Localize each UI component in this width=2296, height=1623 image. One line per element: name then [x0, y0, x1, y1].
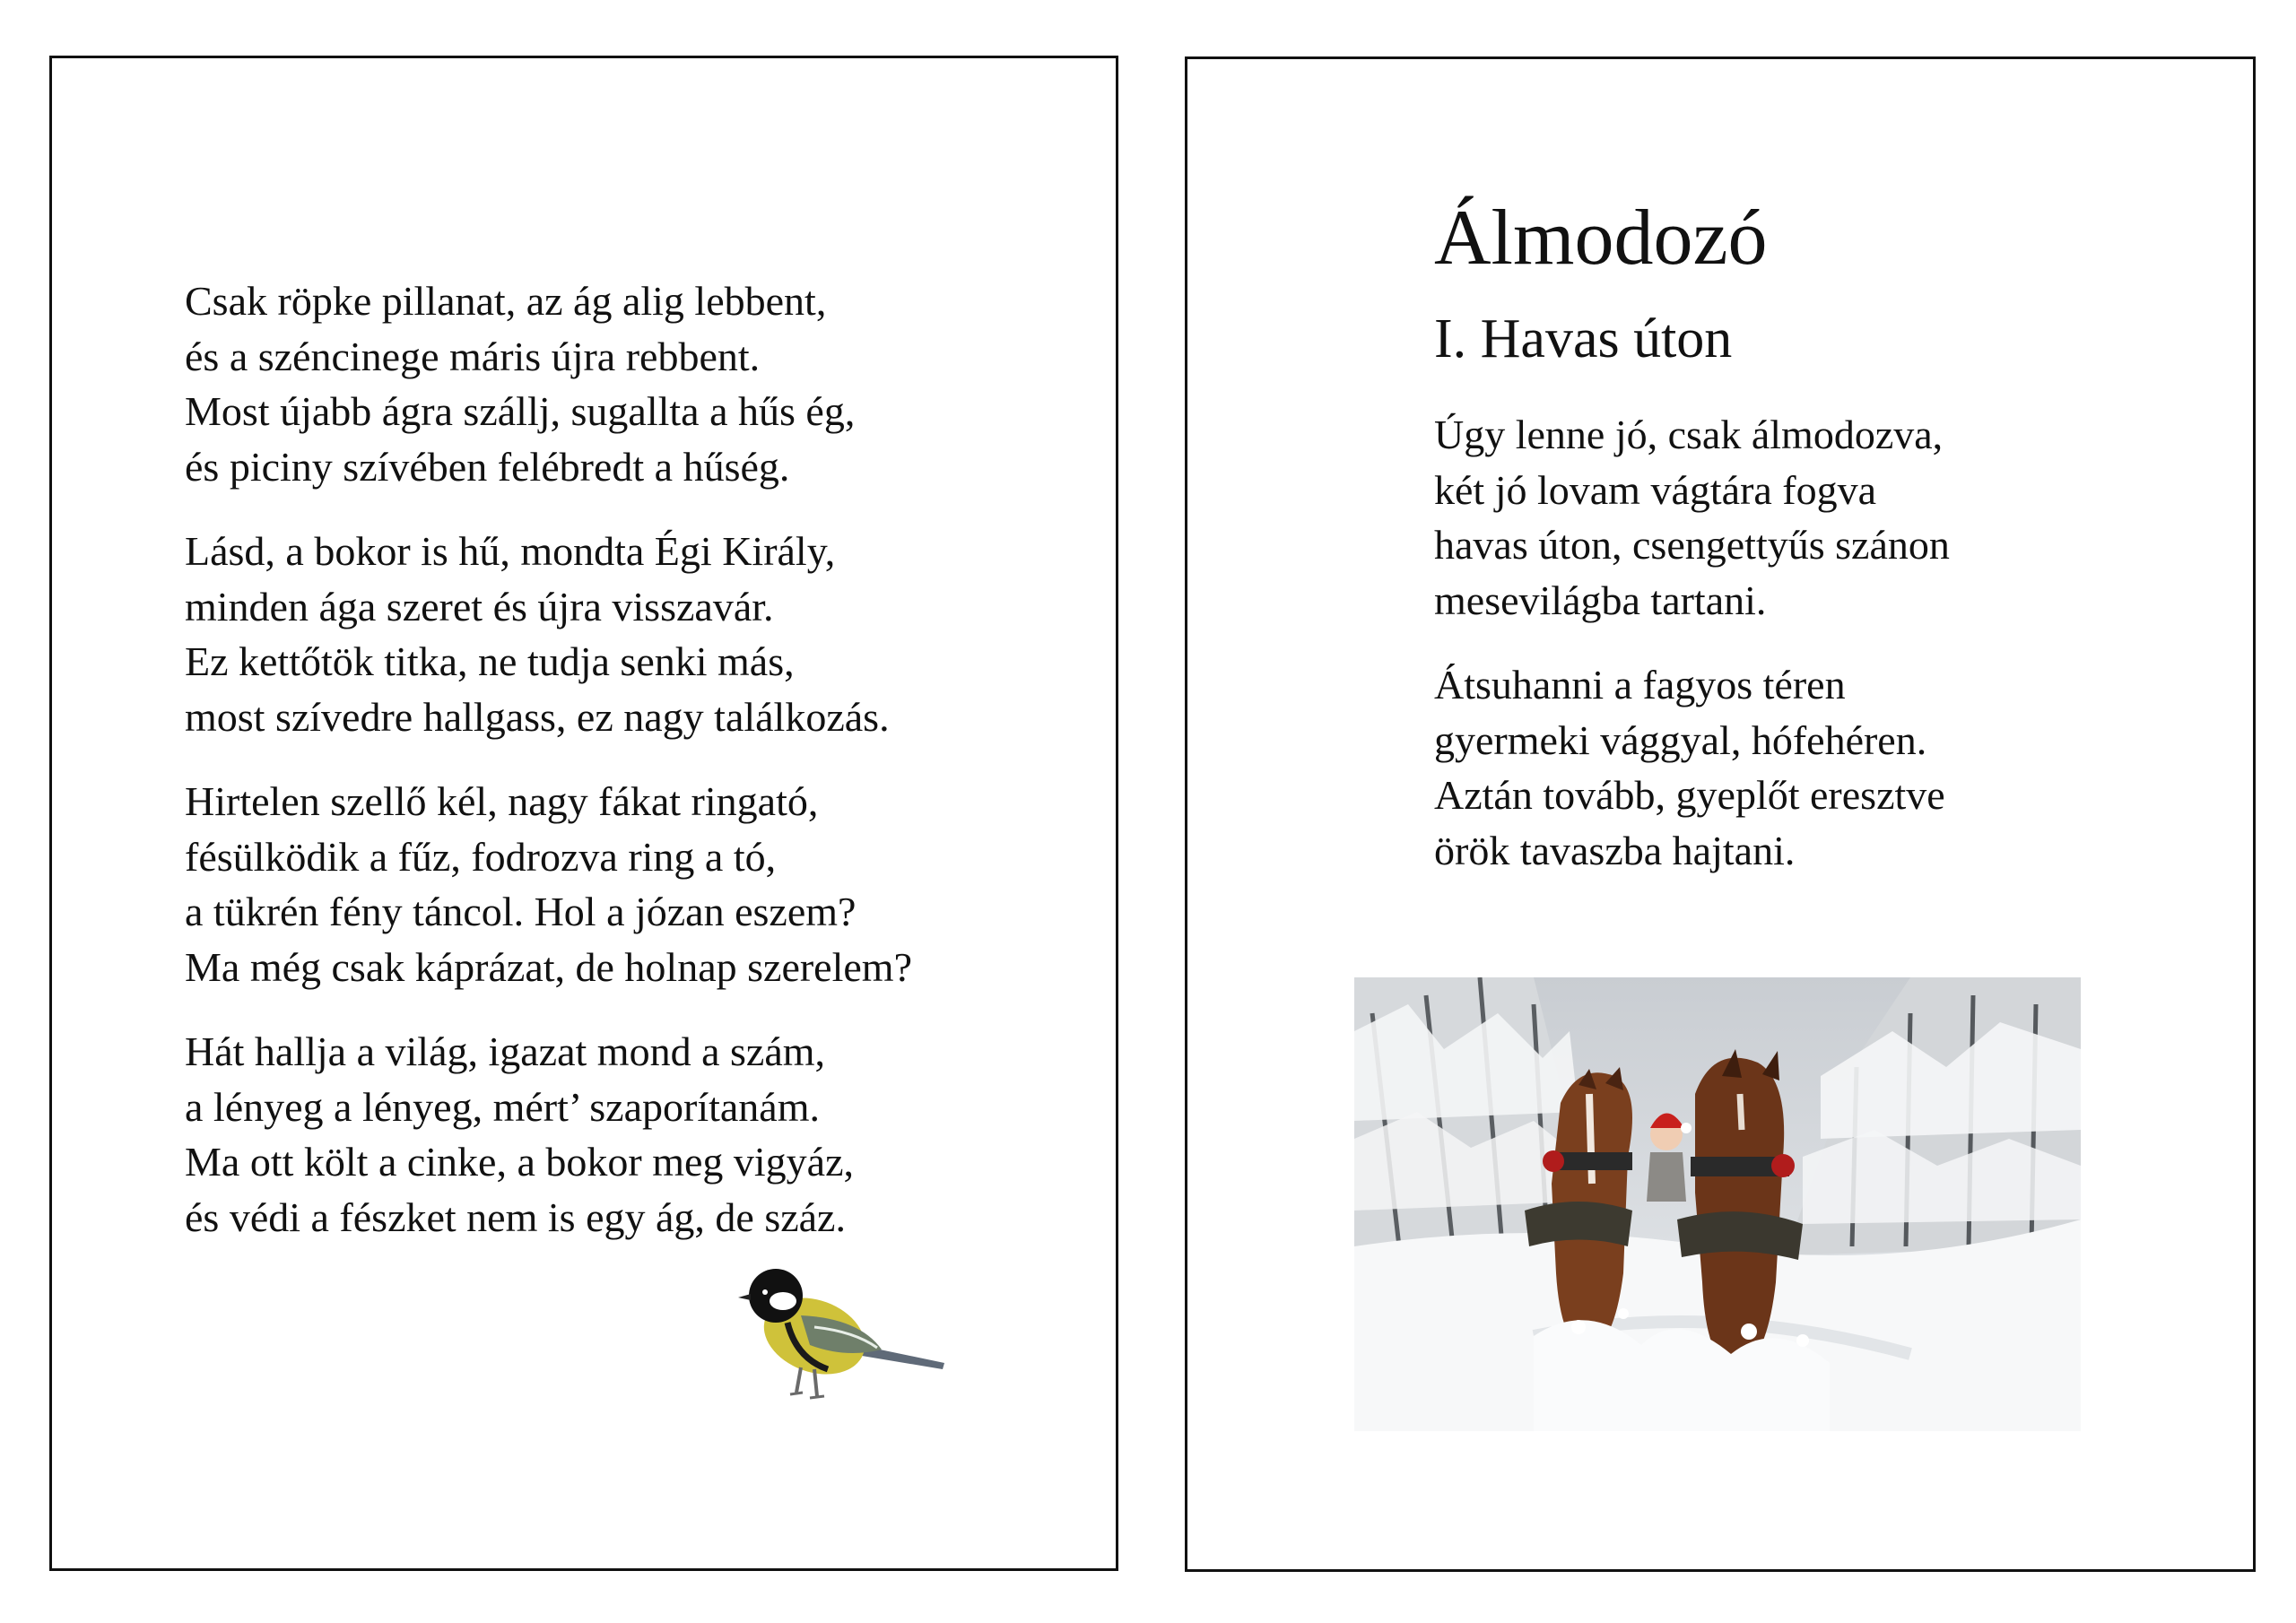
poem-line: mesevilágba tartani. [1434, 577, 1767, 623]
poem-line: Átsuhanni a fagyos téren [1434, 662, 1846, 707]
left-page [49, 56, 1118, 1571]
poem-line: havas úton, csengettyűs szánon [1434, 522, 1950, 568]
stanza [1434, 407, 2196, 628]
poem-line: Ma ott költ a cinke, a bokor meg vigyáz, [185, 1139, 855, 1185]
poem-line: két jó lovam vágtára fogva [1434, 466, 1877, 513]
poem-line: a lényeg a lényeg, mért’ szaporítanám. [185, 1083, 820, 1130]
left-poem [185, 273, 1064, 1274]
poem-line: örök tavaszba hajtani. [1434, 827, 1796, 873]
poem-title: Álmodozó [1434, 195, 1768, 282]
poem-line: Most újabb ágra szállj, sugallta a hűs ég, [185, 388, 856, 434]
stanza [185, 273, 1064, 494]
poem-line: Csak röpke pillanat, az ág alig lebbent, [185, 278, 827, 324]
poem-line: Hirtelen szellő kél, nagy fákat ringató, [185, 778, 819, 824]
poem-line: Ez kettőtök titka, ne tudja senki más, [185, 638, 795, 684]
poem-line: és védi a fészket nem is egy ág, de száz. [185, 1193, 846, 1240]
poem-line: Úgy lenne jó, csak álmodozva, [1434, 412, 1944, 457]
poem-line: és a széncinege máris újra rebbent. [185, 333, 761, 379]
poem-line: a tükrén fény táncol. Hol a józan eszem? [185, 889, 857, 934]
poem-line: most szívedre hallgass, ez nagy találkozás. [185, 693, 890, 740]
poem-subtitle: I. Havas úton [1434, 308, 1733, 369]
right-page [1185, 56, 2256, 1572]
poem-line: Aztán tovább, gyeplőt eresztve [1434, 772, 1945, 818]
poem-line: Ma még csak káprázat, de holnap szerelem? [185, 943, 912, 990]
right-poem [1434, 407, 2196, 907]
stanza [1434, 657, 2196, 878]
poem-line: Hát hallja a világ, igazat mond a szám, [185, 1028, 826, 1074]
poem-line: minden ága szeret és újra visszavár. [185, 583, 774, 629]
poem-line: gyermeki vággyal, hófehéren. [1434, 716, 1927, 763]
poem-line: fésülködik a fűz, fodrozva ring a tó, [185, 833, 777, 880]
poem-line: Lásd, a bokor is hű, mondta Égi Király, [185, 528, 836, 574]
great-tit-bird-icon [702, 1233, 989, 1439]
poem-line: és piciny szívében felébredt a hűség. [185, 443, 790, 490]
stanza [185, 524, 1064, 744]
horse-sleigh-snow-icon [1354, 977, 2081, 1431]
stanza [185, 1024, 1064, 1245]
stanza [185, 774, 1064, 994]
